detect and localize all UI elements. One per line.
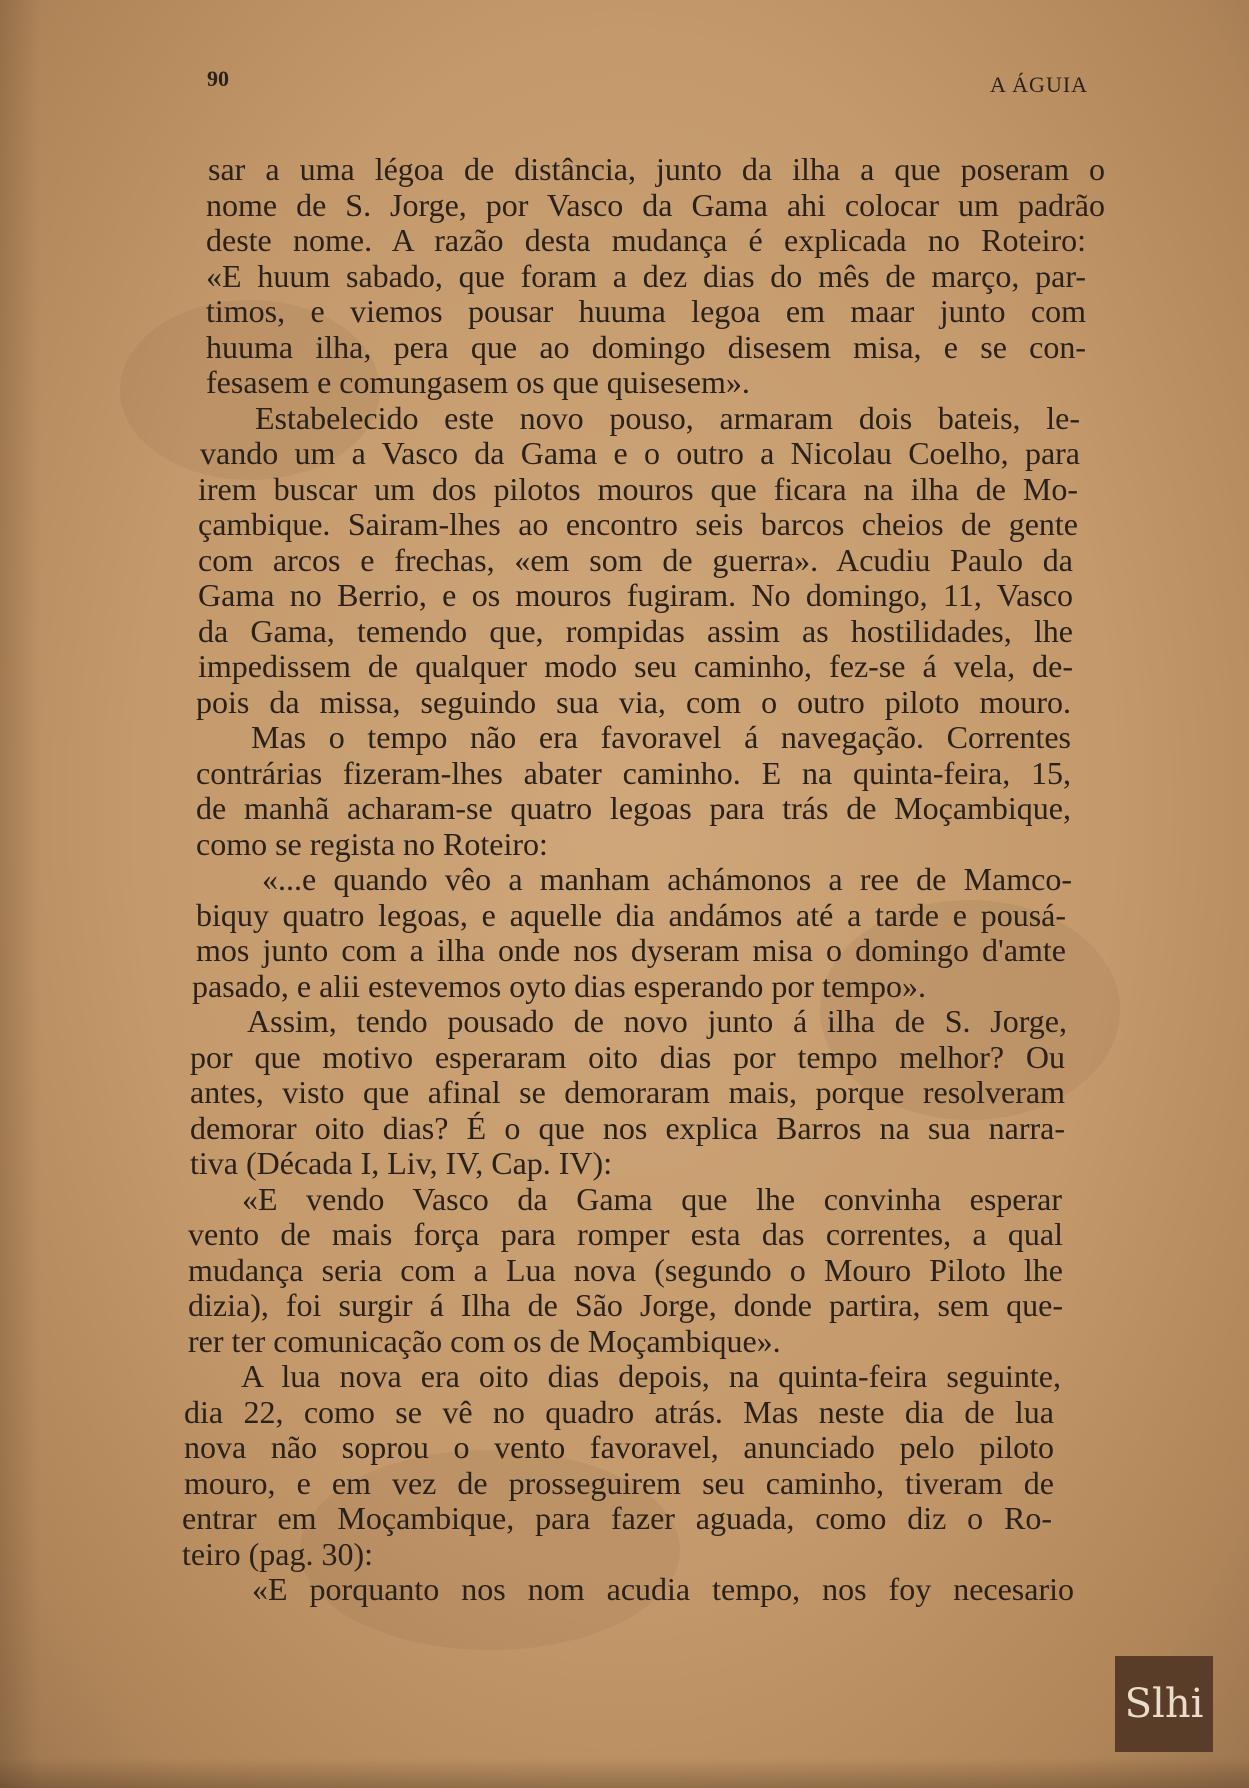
text-line: contrárias fizeram-lhes abater caminho. E na quinta-feira, 15, [196, 754, 1071, 791]
text-line: tiva (Década I, Liv, IV, Cap. IV): [190, 1145, 613, 1181]
text-line: «E huum sabado, que foram a dez dias do mês de março, par- [206, 257, 1086, 294]
text-line: demorar oito dias? É o que nos explica Barros na sua narra- [190, 1109, 1065, 1146]
running-head: A ÁGUIA [990, 72, 1089, 97]
text-line: timos, e viemos pousar huuma legoa em maar junto com [206, 293, 1086, 329]
text-line: entrar em Moçambique, para fazer aguada, como diz o Ro- [182, 1500, 1052, 1536]
text-line: mouro, e em vez de prosseguirem seu caminho, tiveram de [184, 1464, 1054, 1501]
text-line: «E porquanto nos nom acudia tempo, nos foy necesario [252, 1571, 1074, 1607]
text-line: pois da missa, seguindo sua via, com o outro piloto mouro. [196, 683, 1071, 720]
text-line: impedissem de qualquer modo seu caminho, fez-se á vela, de- [198, 648, 1073, 684]
watermark-text: Slhi [1124, 1681, 1204, 1727]
text-line: de manhã acharam-se quatro legoas para trás de Moçambique, [196, 790, 1071, 826]
text-line: pasado, e alii estevemos oyto dias esperando por tempo». [192, 967, 927, 1004]
text-line: biquy quatro legoas, e aquelle dia andámos até a tarde e pousá- [196, 896, 1066, 933]
text-line: Estabelecido este novo pouso, armaram dois bateis, le- [255, 399, 1080, 436]
text-line: deste nome. A razão desta mudança é explicada no Roteiro: [206, 222, 1086, 258]
text-line: A lua nova era oito dias depois, na quinta-feira seguinte, [241, 1358, 1061, 1394]
page-number: 90 [207, 66, 229, 91]
text-line: nome de S. Jorge, por Vasco da Gama ahi colocar um padrão [206, 186, 1105, 223]
text-line: sar a uma légoa de distância, junto da ilha a que poseram o [208, 151, 1105, 187]
text-line: dizia), foi surgir á Ilha de São Jorge, donde partira, sem que- [188, 1287, 1063, 1323]
text-line: por que motivo esperaram oito dias por tempo melhor? Ou [190, 1038, 1065, 1075]
page-shadow-left [0, 0, 40, 1788]
text-line: irem buscar um dos pilotos mouros que ficara na ilha de Mo- [198, 470, 1078, 507]
text-line: antes, visto que afinal se demoraram mais, porque resolveram [190, 1074, 1065, 1110]
text-line: «...e quando vêo a manham achámonos a ree de Mamco- [262, 861, 1072, 897]
text-line: «E vendo Vasco da Gama que lhe convinha esperar [242, 1180, 1062, 1217]
text-line: Gama no Berrio, e os mouros fugiram. No domingo, 11, Vasco [198, 577, 1073, 613]
text-line: com arcos e frechas, «em som de guerra». Acudiu Paulo da [198, 541, 1073, 578]
page-shadow-bottom [0, 1758, 1249, 1788]
text-line: da Gama, temendo que, rompidas assim as hostilidades, lhe [198, 612, 1073, 649]
text-line: como se regista no Roteiro: [196, 825, 548, 862]
text-line: Mas o tempo não era favoravel á navegação. Correntes [251, 719, 1071, 755]
text-line: rer ter comunicação com os de Moçambique». [188, 1322, 781, 1359]
watermark-logo [1115, 1656, 1213, 1752]
body-text [180, 152, 1105, 1608]
text-line: çambique. Sairam-lhes ao encontro seis barcos cheios de gente [198, 506, 1078, 542]
text-line: mos junto com a ilha onde nos dyseram misa o domingo d'amte [196, 932, 1066, 968]
text-line: huuma ilha, pera que ao domingo disesem misa, e se con- [206, 328, 1086, 365]
text-line: vento de mais força para romper esta das correntes, a qual [188, 1216, 1063, 1252]
text-line: mudança seria com a Lua nova (segundo o Mouro Piloto lhe [188, 1251, 1063, 1288]
text-line: nova não soprou o vento favoravel, anunciado pelo piloto [184, 1429, 1054, 1465]
text-line: vando um a Vasco da Gama e o outro a Nicolau Coelho, para [200, 435, 1080, 471]
text-line: dia 22, como se vê no quadro atrás. Mas neste dia de lua [184, 1393, 1054, 1430]
text-line: fesasem e comungasem os que quisesem». [206, 364, 750, 400]
text-line: Assim, tendo pousado de novo junto á ilha de S. Jorge, [247, 1003, 1067, 1039]
text-line: teiro (pag. 30): [182, 1535, 374, 1572]
